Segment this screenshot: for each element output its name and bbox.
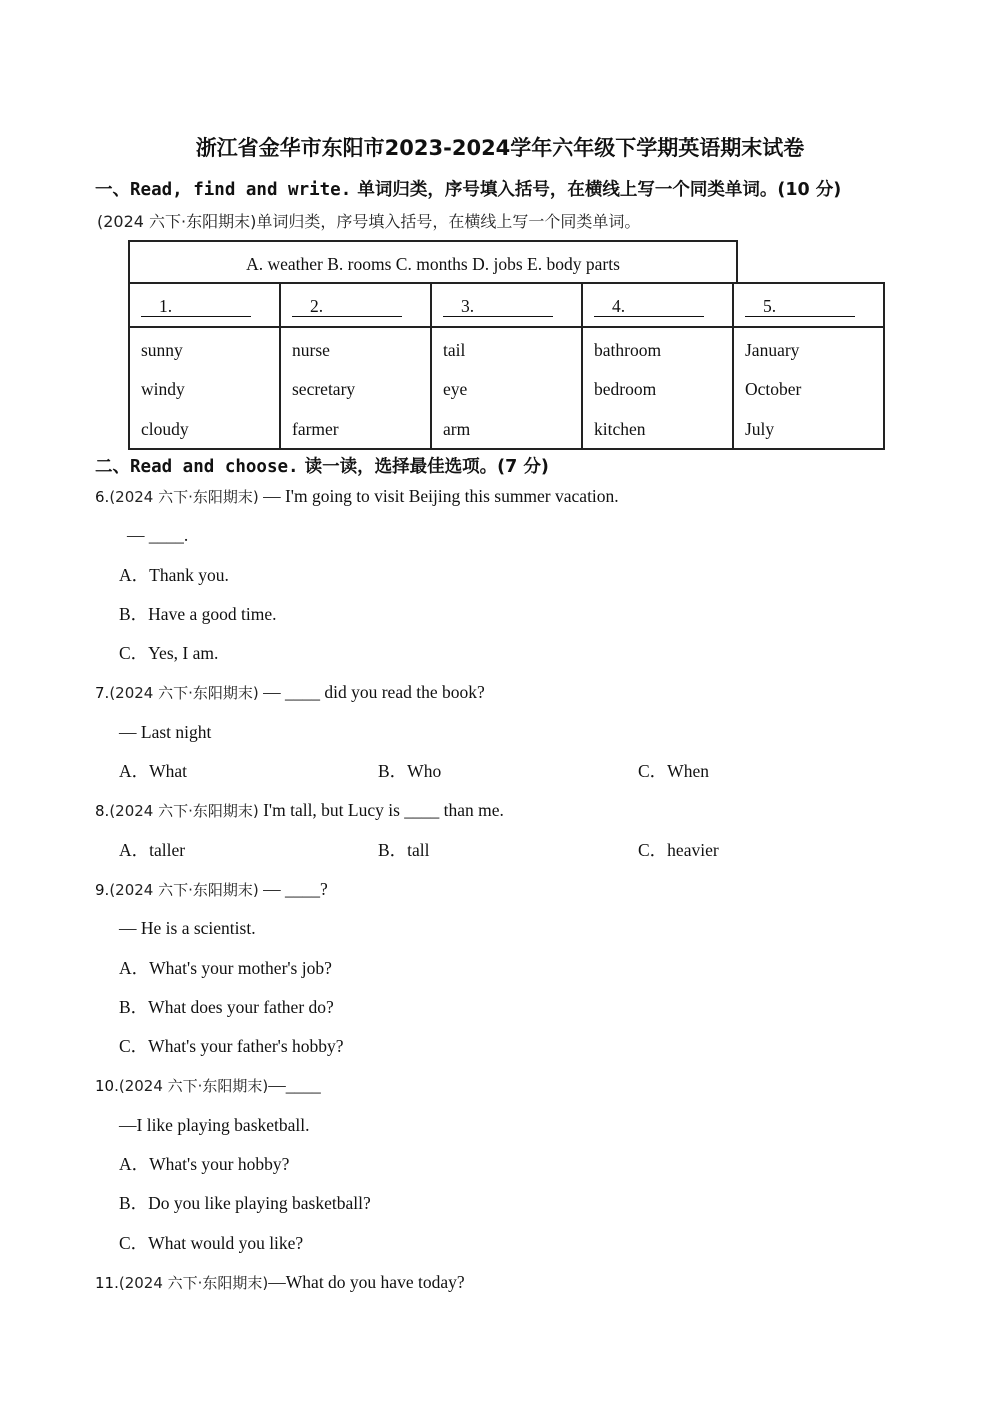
section-prefix: 二、 (95, 457, 130, 477)
question-stem: I'm tall, but Lucy is ____ than me. (263, 800, 504, 821)
word: arm (443, 418, 471, 439)
option-a[interactable]: A．Thank you. (119, 564, 229, 585)
option-a[interactable]: A．What's your hobby? (119, 1154, 290, 1175)
question-11 (95, 1263, 955, 1302)
option-a[interactable]: A．taller (119, 839, 186, 860)
source-tag: (2024 六下·东阳期末) (97, 212, 257, 231)
option-b[interactable]: B．tall (378, 839, 430, 860)
word-cell (280, 327, 431, 449)
word: cloudy (141, 418, 189, 439)
word: bedroom (594, 379, 657, 400)
word: nurse (292, 340, 330, 360)
option-c[interactable]: C．When (638, 761, 709, 782)
question-10 (95, 1066, 955, 1105)
word: January (745, 340, 800, 360)
word: windy (141, 379, 185, 400)
section-2-heading (95, 453, 549, 478)
question-reply: — Last night (119, 721, 212, 742)
question-number: 8. (95, 802, 110, 821)
option-a[interactable]: A．What (119, 761, 188, 782)
option-b[interactable]: B．Do you like playing basketball? (119, 1193, 371, 1214)
question-stem: — ____? (263, 878, 328, 899)
section-english: Read, find and write. (130, 180, 352, 200)
option-c[interactable]: C．What would you like? (119, 1232, 304, 1253)
blank-cell[interactable] (129, 283, 280, 327)
options-row (95, 752, 955, 791)
blank-cell[interactable] (733, 283, 884, 327)
blank-2[interactable]: 2. (292, 296, 402, 317)
options-row (95, 831, 955, 870)
question-stem: —____ (268, 1075, 321, 1096)
word: tail (443, 340, 466, 360)
question-list (95, 477, 955, 1302)
option-b[interactable]: B．Who (378, 761, 442, 782)
option-c[interactable]: C．Yes, I am. (119, 643, 219, 664)
question-reply: —I like playing basketball. (119, 1114, 310, 1135)
question-stem: — I'm going to visit Beijing this summer vacation. (263, 486, 619, 506)
word: October (745, 379, 802, 400)
question-number: 6. (95, 488, 110, 506)
question-stem: — ____ did you read the book? (263, 682, 485, 703)
question-6 (95, 477, 955, 516)
option-c[interactable]: C．heavier (638, 839, 719, 860)
question-number: 10. (95, 1077, 119, 1096)
blank-5[interactable]: 5. (745, 296, 855, 317)
blank-1[interactable]: 1. (141, 296, 251, 317)
question-7 (95, 673, 955, 712)
question-9 (95, 870, 955, 909)
word-cell (129, 327, 280, 449)
question-number: 9. (95, 880, 110, 899)
page-title: 浙江省金华市东阳市2023-2024学年六年级下学期英语期末试卷 (195, 136, 805, 160)
source-tag: (2024 六下·东阳期末) (118, 1273, 269, 1292)
blank-3[interactable]: 3. (443, 296, 553, 317)
word: sunny (141, 340, 183, 360)
blank-cell[interactable] (431, 283, 582, 327)
word: bathroom (594, 340, 662, 360)
source-tag: (2024 六下·东阳期末) (109, 802, 259, 821)
source-tag: (2024 六下·东阳期末) (109, 880, 259, 899)
option-b[interactable]: B．Have a good time. (119, 603, 277, 624)
word-table (128, 282, 885, 450)
word: eye (443, 379, 468, 400)
source-tag: (2024 六下·东阳期末) (109, 488, 259, 506)
word-cell (431, 327, 582, 449)
source-tag: (2024 六下·东阳期末) (118, 1077, 269, 1096)
word: farmer (292, 418, 339, 439)
question-number: 7. (95, 684, 110, 703)
source-tag: (2024 六下·东阳期末) (109, 684, 259, 703)
word-cell (582, 327, 733, 449)
question-number: 11. (95, 1273, 119, 1292)
section-chinese: 读一读，选择最佳选项。(7 分) (298, 457, 549, 477)
option-a[interactable]: A．What's your mother's job? (119, 957, 332, 978)
section-1-note (97, 209, 640, 232)
note-text: 单词归类，序号填入括号，在横线上写一个同类单词。 (256, 212, 641, 231)
blank-cell[interactable] (582, 283, 733, 327)
option-c[interactable]: C．What's your father's hobby? (119, 1036, 344, 1057)
section-chinese: 单词归类，序号填入括号，在横线上写一个同类单词。(10 分) (351, 180, 842, 200)
word-cell (733, 327, 884, 449)
section-english: Read and choose. (130, 457, 299, 477)
question-reply: — He is a scientist. (119, 918, 256, 939)
blank-cell[interactable] (280, 283, 431, 327)
question-8 (95, 791, 955, 830)
option-b[interactable]: B．What does your father do? (119, 996, 334, 1017)
categories-box: A. weather B. rooms C. months D. jobs E. body parts (128, 240, 738, 282)
blank-4[interactable]: 4. (594, 296, 704, 317)
word: July (745, 418, 775, 439)
section-1-heading (95, 176, 841, 201)
section-prefix: 一、 (95, 180, 130, 200)
word: kitchen (594, 418, 646, 439)
question-reply: — ____. (127, 525, 189, 546)
question-stem: —What do you have today? (268, 1271, 465, 1292)
word: secretary (292, 379, 356, 400)
